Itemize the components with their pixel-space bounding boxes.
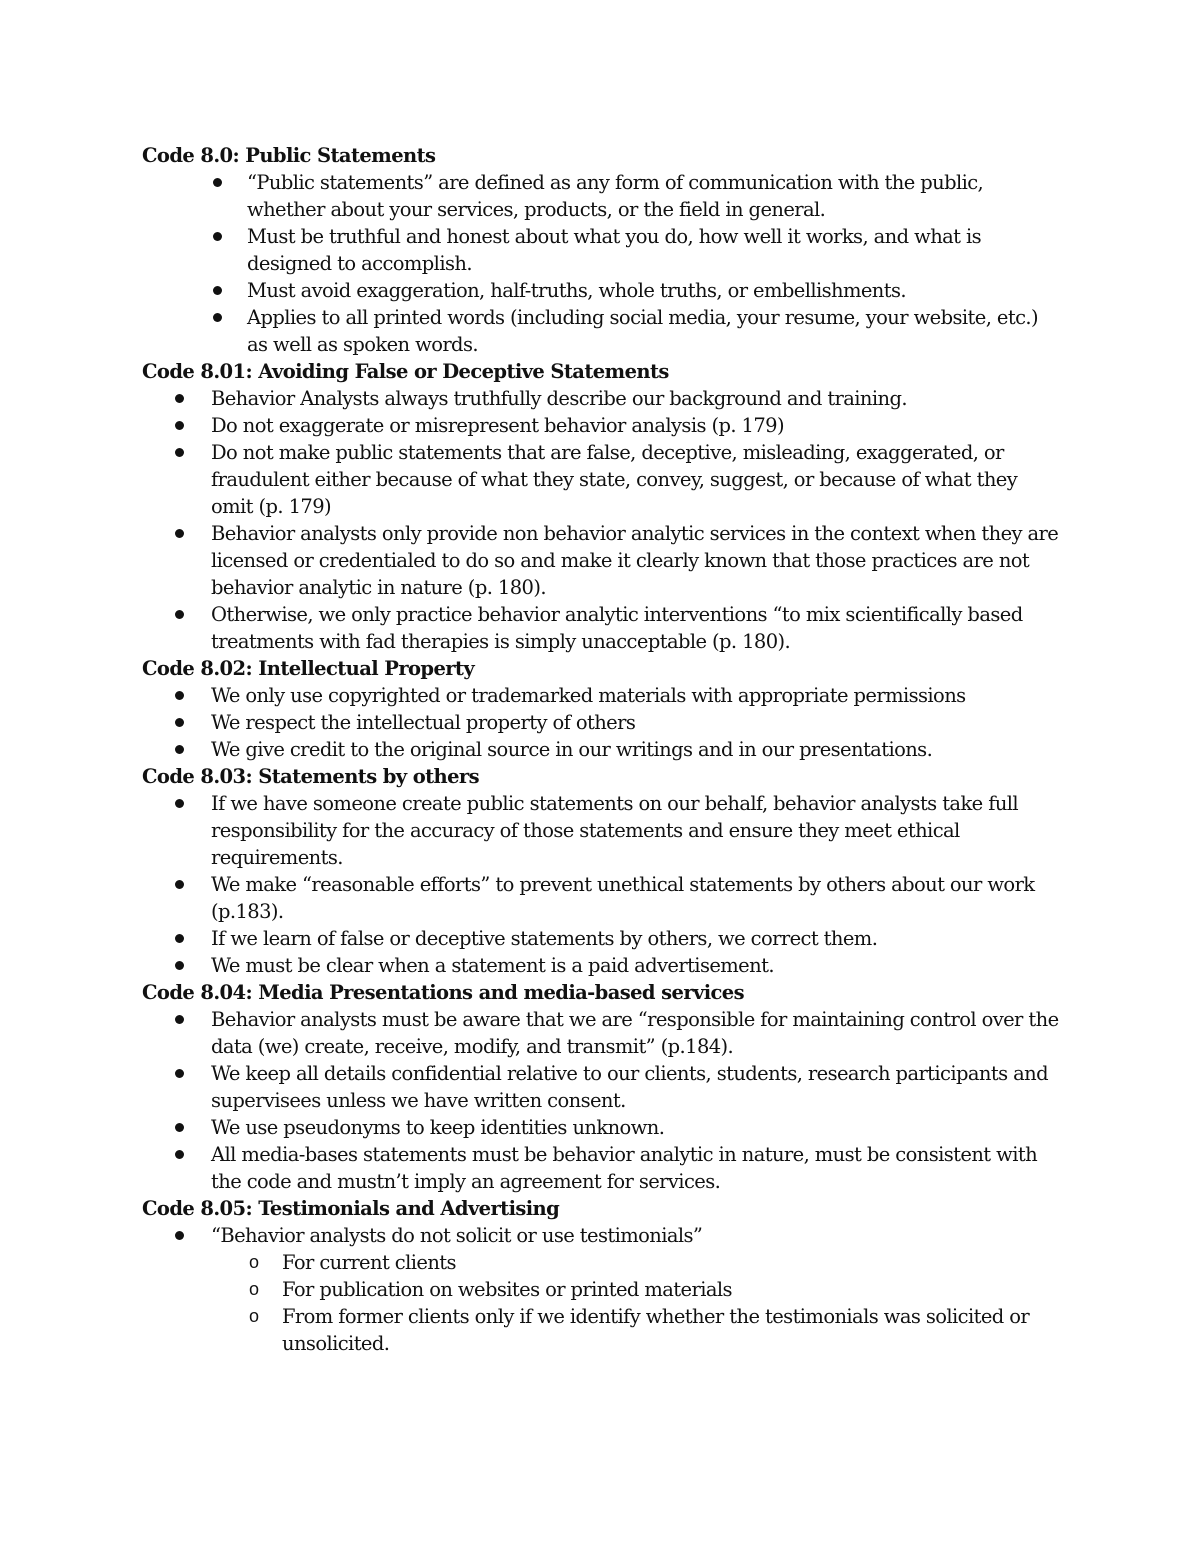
bullet-list [142, 385, 1062, 655]
bullet-icon [175, 421, 184, 430]
list-item-text: We must be clear when a statement is a paid advertisement. [211, 954, 774, 977]
section-8-02 [142, 655, 1062, 763]
bullet-icon [175, 880, 184, 889]
list-item [142, 1060, 1062, 1114]
list-item-text: We give credit to the original source in our writings and in our presentations. [211, 738, 933, 761]
list-item [142, 871, 1062, 925]
list-item-text: If we have someone create public statements on our behalf, behavior analysts take full responsibility for the accuracy of those statements and ensure they meet ethical requirements. [211, 792, 1019, 869]
bullet-icon [213, 286, 222, 295]
list-item-text: Must avoid exaggeration, half-truths, whole truths, or embellishments. [247, 279, 907, 302]
bullet-icon [175, 1150, 184, 1159]
open-circle-bullet-icon: o [249, 1252, 259, 1272]
open-circle-bullet-icon: o [249, 1279, 259, 1299]
document-body [142, 142, 1062, 1357]
list-item-text: If we learn of false or deceptive statements by others, we correct them. [211, 927, 878, 950]
bullet-icon [213, 232, 222, 241]
bullet-list [142, 1222, 1062, 1249]
bullet-icon [175, 691, 184, 700]
list-item [142, 1114, 1062, 1141]
list-item [142, 385, 1062, 412]
bullet-list [142, 790, 1062, 979]
section-8-01 [142, 358, 1062, 655]
bullet-icon [175, 1069, 184, 1078]
list-item [142, 952, 1062, 979]
list-item [142, 520, 1062, 601]
list-item-text: We make “reasonable efforts” to prevent unethical statements by others about our work (p.183). [211, 873, 1035, 923]
list-item-text: Behavior analysts only provide non behavior analytic services in the context when they are licensed or credentialed to do so and make it clearly known that those practices are not behavior analytic in nature (p. 180). [211, 522, 1059, 599]
bullet-icon [175, 1015, 184, 1024]
bullet-icon [175, 961, 184, 970]
section-heading: Code 8.01: Avoiding False or Deceptive Statements [142, 360, 669, 383]
section-heading: Code 8.03: Statements by others [142, 765, 479, 788]
list-item-text: “Behavior analysts do not solicit or use testimonials” [211, 1224, 703, 1247]
sub-list-item [142, 1276, 1062, 1303]
list-item-text: Must be truthful and honest about what you do, how well it works, and what is designed to accomplish. [247, 225, 982, 275]
bullet-list [142, 682, 1062, 763]
list-item [142, 709, 1062, 736]
list-item-text: Behavior Analysts always truthfully describe our background and training. [211, 387, 907, 410]
sub-list-item-text: For current clients [282, 1251, 456, 1274]
list-item [142, 277, 1062, 304]
bullet-icon [175, 934, 184, 943]
bullet-icon [213, 313, 222, 322]
sub-list-item [142, 1249, 1062, 1276]
list-item [142, 169, 1062, 223]
section-heading: Code 8.04: Media Presentations and media-based services [142, 981, 744, 1004]
list-item-text: Do not make public statements that are false, deceptive, misleading, exaggerated, or fraudulent either because of what they state, convey, suggest, or because of what they omit (p. 179) [211, 441, 1018, 518]
section-heading: Code 8.02: Intellectual Property [142, 657, 475, 680]
list-item-text: We keep all details confidential relative to our clients, students, research participants and supervisees unless we have written consent. [211, 1062, 1048, 1112]
list-item [142, 412, 1062, 439]
list-item-text: All media-bases statements must be behavior analytic in nature, must be consistent with the code and mustn’t imply an agreement for services. [211, 1143, 1038, 1193]
open-circle-bullet-icon: o [249, 1306, 259, 1326]
bullet-icon [175, 448, 184, 457]
list-item-text: Behavior analysts must be aware that we are “responsible for maintaining control over the data (we) create, receive, modify, and transmit” (p.184). [211, 1008, 1059, 1058]
list-item [142, 439, 1062, 520]
list-item [142, 790, 1062, 871]
bullet-list [142, 1006, 1062, 1195]
list-item [142, 1141, 1062, 1195]
bullet-icon [175, 799, 184, 808]
list-item-text: “Public statements” are defined as any form of communication with the public, whether about your services, products, or the field in general. [247, 171, 984, 221]
section-8-0 [142, 142, 1062, 358]
list-item [142, 925, 1062, 952]
list-item-text: We only use copyrighted or trademarked materials with appropriate permissions [211, 684, 966, 707]
bullet-icon [175, 1123, 184, 1132]
bullet-list [142, 169, 1062, 358]
list-item-text: Applies to all printed words (including social media, your resume, your website, etc.) as well as spoken words. [247, 306, 1039, 356]
sub-list-item-text: From former clients only if we identify whether the testimonials was solicited or unsolicited. [282, 1305, 1030, 1355]
bullet-icon [175, 610, 184, 619]
bullet-icon [175, 529, 184, 538]
list-item [142, 736, 1062, 763]
sub-list-item [142, 1303, 1062, 1357]
list-item [142, 223, 1062, 277]
bullet-icon [175, 718, 184, 727]
section-heading: Code 8.0: Public Statements [142, 144, 436, 167]
section-heading: Code 8.05: Testimonials and Advertising [142, 1197, 560, 1220]
list-item-text: We respect the intellectual property of others [211, 711, 636, 734]
bullet-icon [175, 1231, 184, 1240]
section-8-05 [142, 1195, 1062, 1357]
list-item-text: Otherwise, we only practice behavior analytic interventions “to mix scientifically based treatments with fad therapies is simply unacceptable (p. 180). [211, 603, 1023, 653]
list-item [142, 601, 1062, 655]
bullet-icon [175, 394, 184, 403]
bullet-icon [213, 178, 222, 187]
list-item-text: We use pseudonyms to keep identities unknown. [211, 1116, 665, 1139]
bullet-icon [175, 745, 184, 754]
list-item [142, 1222, 1062, 1249]
section-8-03 [142, 763, 1062, 979]
sub-list-item-text: For publication on websites or printed materials [282, 1278, 732, 1301]
sub-bullet-list [142, 1249, 1062, 1357]
list-item [142, 1006, 1062, 1060]
list-item [142, 304, 1062, 358]
list-item-text: Do not exaggerate or misrepresent behavior analysis (p. 179) [211, 414, 784, 437]
section-8-04 [142, 979, 1062, 1195]
list-item [142, 682, 1062, 709]
